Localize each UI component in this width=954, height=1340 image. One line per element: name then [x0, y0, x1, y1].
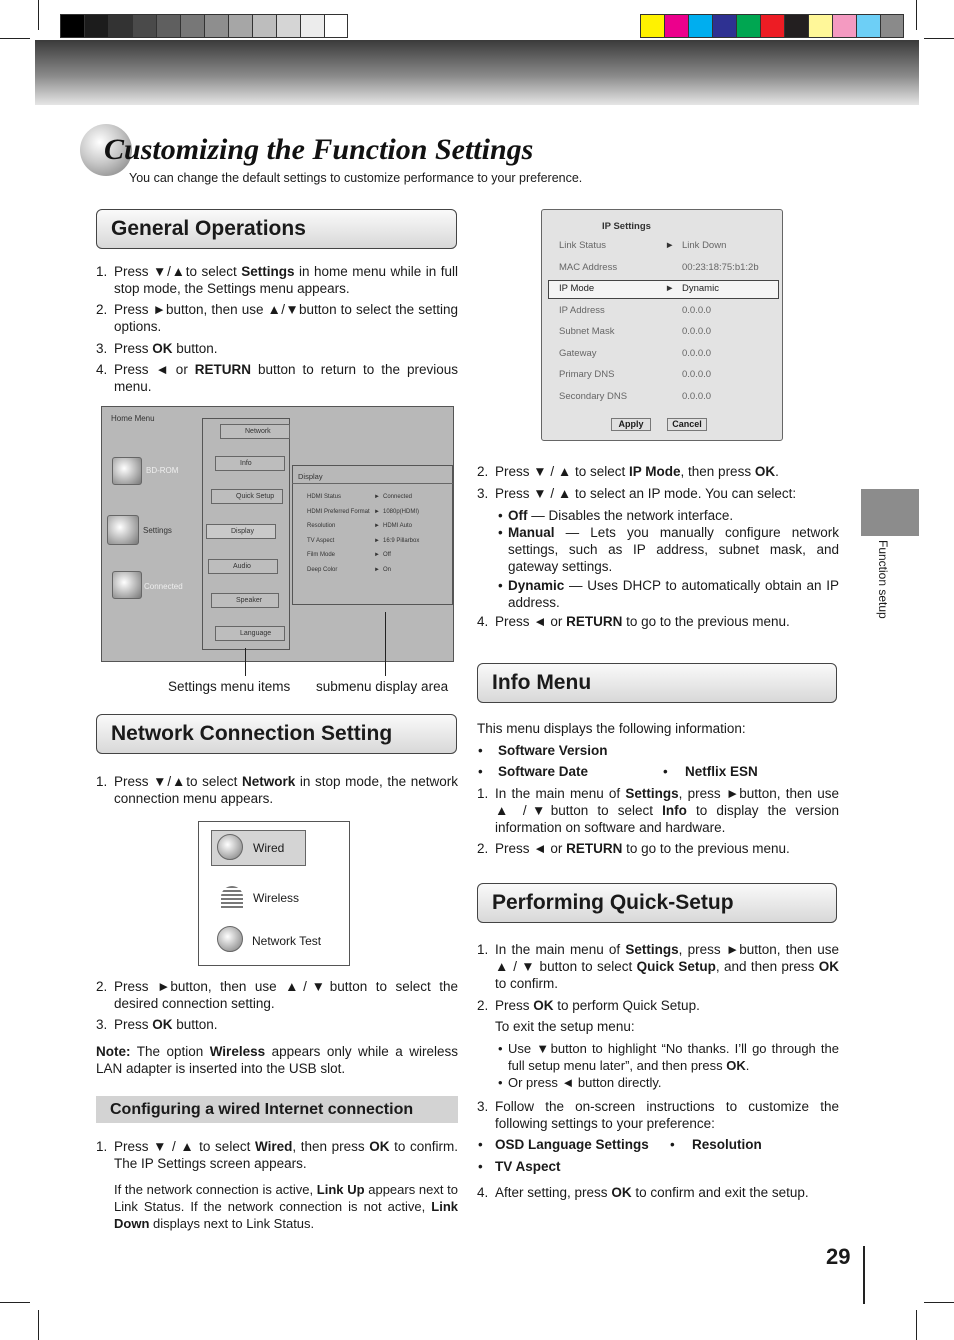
ip-row-value: Link Down	[682, 240, 727, 251]
ip-bullet-manual: • Manual — Lets you manually configure network settings, such as IP address, subnet mask, and gateway settings.	[498, 525, 839, 574]
callout-line-left	[245, 648, 246, 676]
ip-step-3: 3. Press ▼ / ▲ to select an IP mode. You can select:	[477, 486, 797, 501]
display-row-value: HDMI Auto	[383, 523, 413, 529]
crop-mark	[38, 1310, 39, 1340]
color-swatch	[736, 14, 760, 38]
gray-swatch	[60, 14, 84, 38]
settings-label: Settings	[143, 526, 172, 535]
display-submenu-panel	[292, 465, 453, 605]
network-menu-screen	[198, 821, 350, 966]
ip-row-label: IP Mode	[559, 283, 595, 294]
info-step-1: 1. In the main menu of Settings, press ►button, then use ▲ /▼button to select Info to display the version information on software and hardware.	[477, 786, 839, 835]
color-swatch	[688, 14, 712, 38]
grayscale-bar	[60, 14, 348, 38]
color-swatch	[712, 14, 736, 38]
crop-mark	[924, 1302, 954, 1303]
connected-label: Connected	[144, 582, 183, 591]
ip-row-label: Subnet Mask	[559, 326, 615, 337]
color-swatch	[856, 14, 880, 38]
wired-step-1: 1. Press ▼ / ▲ to select Wired, then press OK to confirm. The IP Settings screen appears.	[96, 1139, 458, 1171]
crop-mark	[0, 38, 30, 39]
info-intro: This menu displays the following information:	[477, 721, 746, 736]
settings-item-label: Language	[240, 630, 272, 637]
display-row-value: Off	[383, 552, 391, 558]
gray-swatch	[180, 14, 204, 38]
gray-swatch	[300, 14, 324, 38]
header-band	[35, 40, 919, 105]
arrow-right-icon: ►	[665, 283, 675, 294]
display-title: Display	[298, 472, 323, 481]
ip-row-label: Gateway	[559, 347, 597, 359]
gray-swatch	[156, 14, 180, 38]
info-step-2: 2. Press ◄ or RETURN to go to the previous menu.	[477, 841, 790, 856]
network-note: Note: The option Wireless appears only while a wireless LAN adapter is inserted into the USB slot.	[96, 1044, 458, 1076]
gray-swatch	[108, 14, 132, 38]
disc-icon	[112, 457, 142, 485]
network-test-label: Network Test	[252, 934, 322, 948]
color-swatch	[760, 14, 784, 38]
display-row-label: Film Mode	[307, 552, 336, 558]
ip-step-4: 4. Press ◄ or RETURN to go to the previous menu.	[477, 614, 790, 629]
color-bar	[640, 14, 904, 38]
wired-icon	[217, 834, 243, 860]
page-subtitle: You can change the default settings to customize performance to your preference.	[129, 171, 583, 185]
section-heading-quick-setup: Performing Quick-Setup	[477, 883, 837, 923]
general-step-4: 4. Press ◄ or RETURN button to return to the previous menu.	[96, 362, 458, 394]
general-step-3: 3. Press OK button.	[96, 341, 218, 356]
quick-item-osd: • OSD Language Settings	[478, 1137, 649, 1152]
display-row-label: HDMI Status	[307, 494, 342, 500]
ip-bullet-dynamic: • Dynamic — Uses DHCP to automatically obtain an IP address.	[498, 578, 839, 610]
subheading-wired: Configuring a wired Internet connection	[96, 1096, 458, 1123]
gray-swatch	[324, 14, 348, 38]
arrow-right-icon: ►	[665, 240, 675, 251]
gray-swatch	[84, 14, 108, 38]
arrow-right-icon: ►	[374, 508, 380, 515]
info-item-software-date: • Software Date	[478, 764, 589, 779]
settings-gear-icon	[107, 515, 139, 545]
color-swatch	[664, 14, 688, 38]
settings-item-info[interactable]	[215, 456, 285, 471]
gray-swatch	[204, 14, 228, 38]
display-row-label: Deep Color	[307, 566, 338, 573]
settings-item-label: Info	[240, 460, 252, 467]
general-step-2: 2. Press ►button, then use ▲/▼button to select the setting options.	[96, 302, 458, 334]
quick-step-3: 3. Follow the on-screen instructions to customize the following settings to your preference:	[477, 1099, 839, 1131]
section-heading-network: Network Connection Setting	[96, 714, 457, 754]
crop-mark	[0, 1302, 30, 1303]
network-step-3: 3. Press OK button.	[96, 1017, 218, 1032]
quick-item-tv-aspect: • TV Aspect	[478, 1159, 561, 1174]
settings-item-language[interactable]	[215, 626, 285, 641]
color-swatch	[808, 14, 832, 38]
settings-item-label: Audio	[233, 563, 251, 570]
callout-submenu-area: submenu display area	[316, 679, 449, 694]
ip-row-value: 0.0.0.0	[682, 390, 712, 402]
color-swatch	[880, 14, 904, 38]
ip-row-value: Dynamic	[682, 283, 719, 294]
cancel-button[interactable]: Cancel	[667, 418, 707, 431]
ip-settings-screen	[541, 209, 783, 441]
display-row-label: HDMI Preferred Format	[307, 508, 370, 515]
ip-row-label: Secondary DNS	[559, 390, 628, 402]
wifi-icon	[221, 886, 243, 908]
gray-swatch	[132, 14, 156, 38]
settings-item-label: Quick Setup	[236, 493, 275, 500]
color-swatch	[640, 14, 664, 38]
section-heading-general: General Operations	[96, 209, 457, 249]
side-tab	[861, 489, 919, 536]
apply-button[interactable]: Apply	[611, 418, 651, 431]
general-step-1: 1. Press ▼/▲to select Settings in home menu while in full stop mode, the Settings menu appears.	[96, 264, 458, 296]
display-row-value: 1080p(HDMI)	[383, 508, 420, 515]
ip-bullet-off: • Off — Disables the network interface.	[498, 508, 734, 523]
display-row-value: On	[383, 566, 392, 573]
display-row-label: Resolution	[307, 523, 336, 529]
arrow-right-icon: ►	[374, 494, 380, 500]
arrow-right-icon: ►	[374, 566, 380, 573]
arrow-right-icon: ►	[374, 523, 380, 529]
display-divider	[292, 483, 453, 484]
info-item-netflix-esn: • Netflix ESN	[663, 764, 758, 779]
color-swatch	[832, 14, 856, 38]
ip-row-value: 0.0.0.0	[682, 326, 712, 337]
callout-line-right	[385, 612, 386, 676]
ip-step-2: 2. Press ▼ / ▲ to select IP Mode, then press OK.	[477, 464, 779, 479]
quick-bullet-1: • Use ▼button to highlight “No thanks. I’ll go through the full setup menu later”, and then press OK.	[498, 1041, 839, 1073]
gray-swatch	[276, 14, 300, 38]
page-title: Customizing the Function Settings	[104, 133, 534, 166]
ip-row-label: Link Status	[559, 240, 606, 251]
info-item-software-version: • Software Version	[478, 743, 608, 758]
network-step-1: 1. Press ▼/▲to select Network in stop mode, the network connection menu appears.	[96, 774, 458, 806]
crop-mark	[38, 0, 39, 30]
network-step-2: 2. Press ►button, then use ▲/▼button to select the desired connection setting.	[96, 979, 458, 1011]
settings-item-quick-setup[interactable]	[211, 489, 283, 504]
color-swatch	[784, 14, 808, 38]
quick-bullet-2: • Or press ◄ button directly.	[498, 1075, 662, 1090]
quick-step-4: 4. After setting, press OK to confirm and exit the setup.	[477, 1185, 809, 1200]
display-row-label: TV Aspect	[307, 537, 335, 544]
gray-swatch	[252, 14, 276, 38]
arrow-right-icon: ►	[374, 537, 380, 544]
quick-step-1: 1. In the main menu of Settings, press ►button, then use ▲ / ▼ button to select Quick Setup, and then press OK to confirm.	[477, 942, 840, 991]
ip-row-label: Primary DNS	[559, 369, 615, 380]
quick-item-resolution: • Resolution	[670, 1137, 762, 1152]
page-number: 29	[826, 1244, 851, 1269]
page-number-rule	[863, 1246, 865, 1304]
settings-item-speaker[interactable]	[211, 593, 279, 608]
crop-mark	[924, 38, 954, 39]
settings-menu-screen	[101, 406, 454, 662]
crop-mark	[916, 1310, 917, 1340]
crop-mark	[916, 0, 917, 30]
settings-item-network[interactable]	[220, 424, 290, 439]
quick-step-2: 2. Press OK to perform Quick Setup.	[477, 998, 700, 1013]
bdrom-label: BD-ROM	[146, 466, 179, 475]
callout-settings-items: Settings menu items	[168, 679, 291, 694]
wired-paragraph: If the network connection is active, Link Up appears next to Link Status. If the network connection is not active, Link Down displays next to Link Status.	[114, 1182, 459, 1231]
quick-exit-label: To exit the setup menu:	[495, 1019, 635, 1034]
section-heading-info: Info Menu	[477, 663, 837, 703]
settings-item-label: Display	[231, 528, 254, 535]
ip-row-value: 0.0.0.0	[682, 304, 712, 316]
settings-item-label: Network	[245, 428, 271, 435]
network-test-icon	[217, 926, 243, 952]
gray-swatch	[228, 14, 252, 38]
ip-row-value: 0.0.0.0	[682, 347, 712, 359]
ip-row-value: 00:23:18:75:b1:2b	[682, 261, 759, 273]
arrow-right-icon: ►	[374, 552, 380, 558]
wireless-label: Wireless	[253, 891, 300, 905]
settings-item-label: Speaker	[236, 597, 263, 604]
side-tab-label: Function setup	[876, 540, 890, 619]
home-menu-label: Home Menu	[111, 414, 155, 423]
ip-row-value: 0.0.0.0	[682, 369, 712, 380]
display-row-value: Connected	[383, 494, 413, 500]
wired-label: Wired	[253, 841, 285, 855]
ip-row-label: IP Address	[559, 304, 605, 316]
settings-item-audio[interactable]	[208, 559, 278, 574]
globe-connect-icon	[112, 571, 142, 599]
ip-row-label: MAC Address	[559, 261, 618, 273]
ip-settings-title: IP Settings	[602, 221, 651, 232]
display-row-value: 16:9 Pillarbox	[383, 537, 420, 544]
settings-item-display[interactable]	[206, 524, 276, 539]
